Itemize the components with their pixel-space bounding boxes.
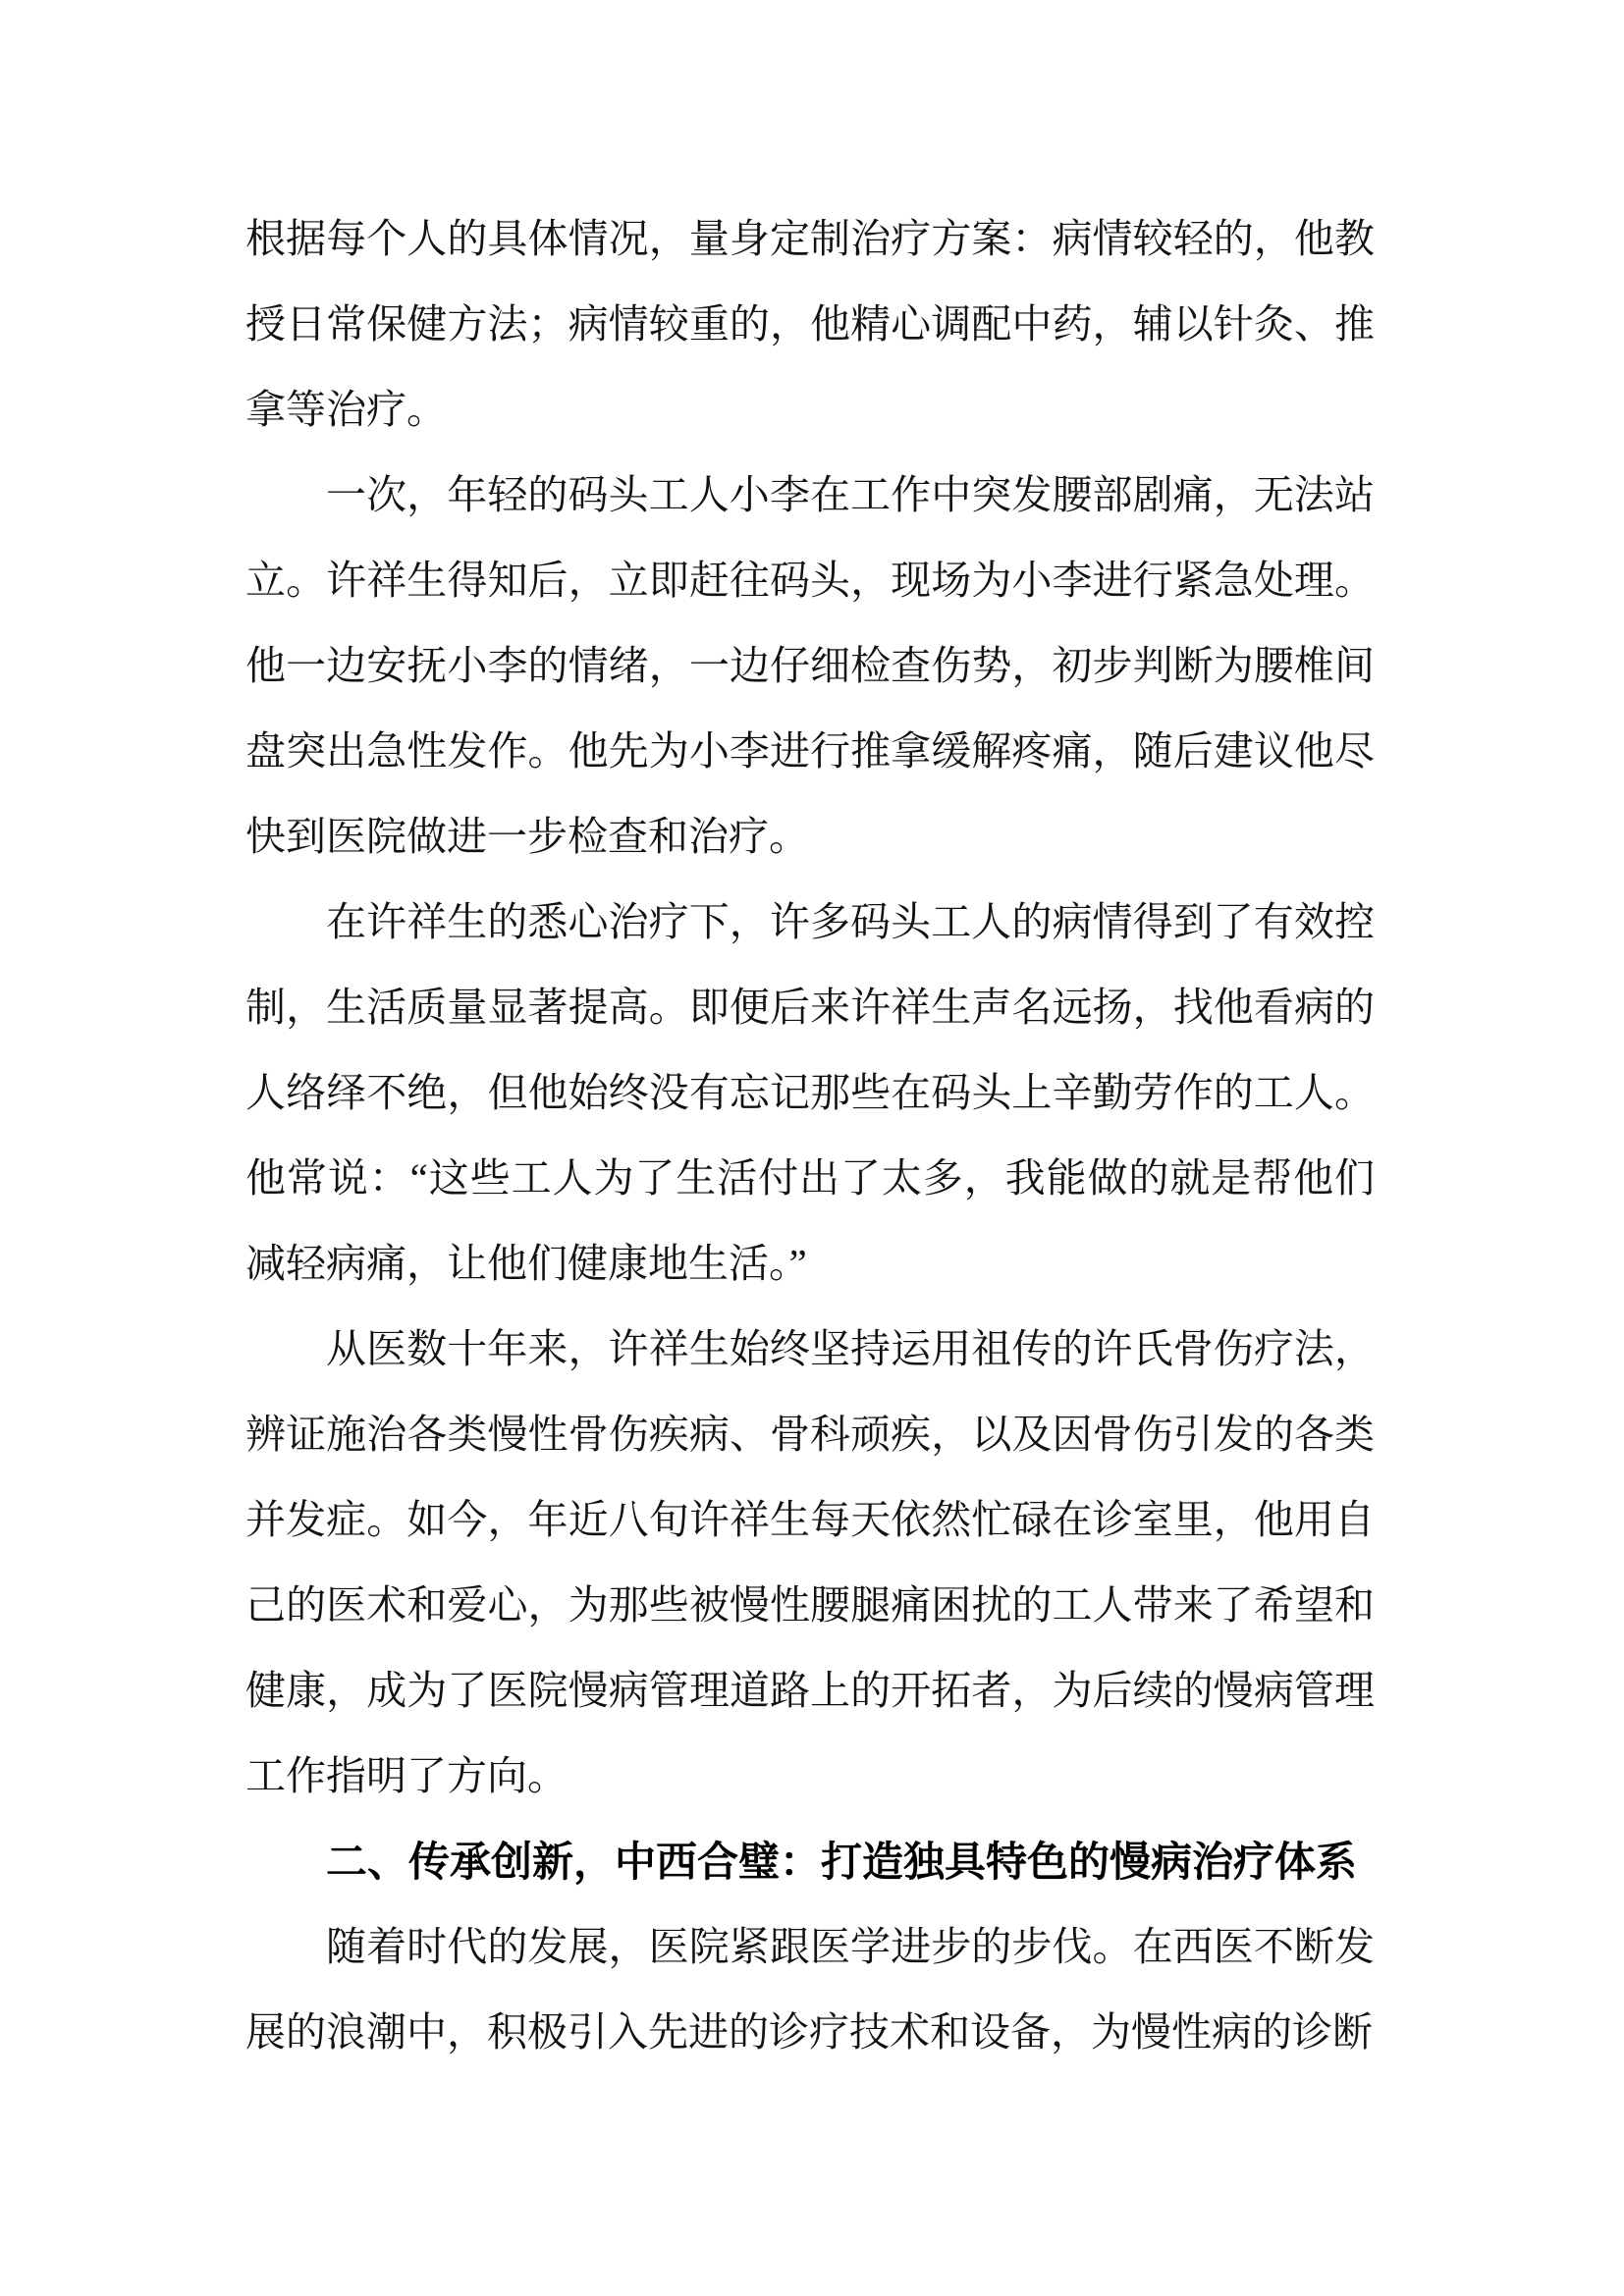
paragraph-decades-of-practice: 从医数十年来，许祥生始终坚持运用祖传的许氏骨伤疗法，辨证施治各类慢性骨伤疾病、骨科顽疾，以及因骨伤引发的各类并发症。如今，年近八旬许祥生每天依然忙碌在诊室里，他用自己的医术和爱心，为那些被慢性腰腿痛困扰的工人带来了希望和健康，成为了医院慢病管理道路上的开拓者，为后续的慢病管理工作指明了方向。 xyxy=(245,1326,1375,1798)
section-heading-two: 二、传承创新，中西合璧：打造独具特色的慢病治疗体系 xyxy=(326,1839,1358,1885)
paragraph-hospital-modernization: 随着时代的发展，医院紧跟医学进步的步伐。在西医不断发展的浪潮中，积极引入先进的诊疗技术和设备，为慢性病的诊断 xyxy=(245,1924,1375,2055)
paragraph-treatment-plan-continuation: 根据每个人的具体情况，量身定制治疗方案：病情较轻的，他教授日常保健方法；病情较重的，他精心调配中药，辅以针灸、推拿等治疗。 xyxy=(245,216,1375,432)
paragraph-dockworker-xiaoli-incident: 一次，年轻的码头工人小李在工作中突发腰部剧痛，无法站立。许祥生得知后，立即赶往码头，现场为小李进行紧急处理。他一边安抚小李的情绪，一边仔细检查伤势，初步判断为腰椎间盘突出急性发作。他先为小李进行推拿缓解疼痛，随后建议他尽快到医院做进一步检查和治疗。 xyxy=(245,472,1375,859)
text-block xyxy=(245,196,1375,2075)
paragraph-dedicated-treatment-quote: 在许祥生的悉心治疗下，许多码头工人的病情得到了有效控制，生活质量显著提高。即便后来许祥生声名远扬，找他看病的人络绎不绝，但他始终没有忘记那些在码头上辛勤劳作的工人。他常说：“这些工人为了生活付出了太多，我能做的就是帮他们减轻病痛，让他们健康地生活。” xyxy=(245,899,1375,1286)
